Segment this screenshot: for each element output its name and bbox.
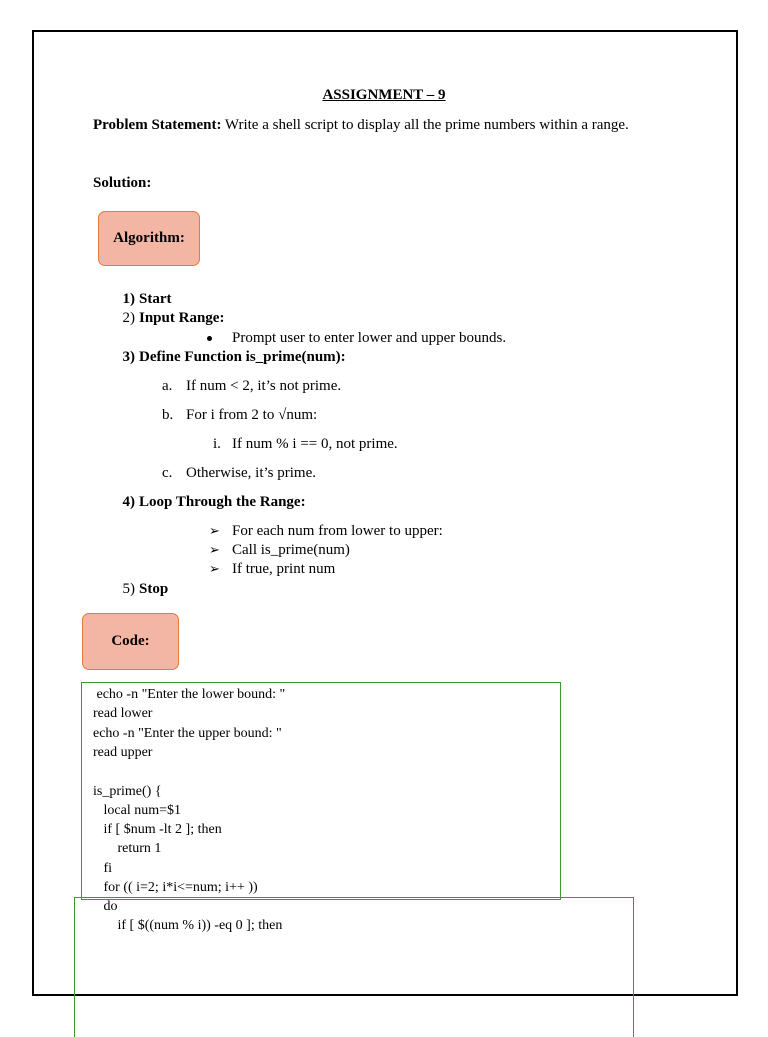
- sub-step-marker: a.: [162, 378, 173, 394]
- input-bullet-text: Prompt user to enter lower and upper bounds.: [232, 330, 507, 346]
- loop-bullet-text: For each num from lower to upper:: [232, 523, 443, 539]
- loop-bullet-text: Call is_prime(num): [232, 542, 350, 558]
- arrow-bullet-icon: ➢: [209, 562, 220, 577]
- assignment-title: ASSIGNMENT – 9: [322, 87, 446, 103]
- step-number: 5): [122, 581, 135, 597]
- step-number: 1): [122, 291, 135, 307]
- sub-step-text: For i from 2 to √num:: [186, 407, 318, 423]
- problem-text: Write a shell script to display all the prime numbers within a range.: [221, 117, 629, 133]
- step-number: 3): [122, 349, 135, 365]
- code-line: echo -n "Enter the upper bound: ": [93, 726, 282, 741]
- sub-step-marker: b.: [162, 407, 174, 423]
- bullet-dot-icon: [207, 336, 212, 341]
- code-line: return 1: [93, 841, 162, 856]
- sub-step-text: Otherwise, it’s prime.: [186, 465, 316, 481]
- code-line: echo -n "Enter the lower bound: ": [93, 687, 286, 702]
- sub-step-marker: i.: [213, 436, 221, 452]
- code-line: for (( i=2; i*i<=num; i++ )): [93, 880, 258, 895]
- step-text: Input Range:: [139, 310, 225, 326]
- code-line: if [ $((num % i)) -eq 0 ]; then: [93, 918, 283, 933]
- sub-step-text: If num < 2, it’s not prime.: [186, 378, 342, 394]
- problem-statement: [93, 117, 629, 134]
- code-label: Code:: [111, 633, 150, 649]
- code-line: read lower: [93, 706, 153, 721]
- arrow-bullet-icon: ➢: [209, 543, 220, 558]
- code-heading-box: [82, 613, 179, 670]
- code-line: is_prime() {: [93, 784, 162, 799]
- code-line: do: [93, 899, 118, 914]
- step-text: Define Function is_prime(num):: [139, 349, 346, 365]
- step-text: Stop: [139, 581, 169, 597]
- problem-label: Problem Statement:: [93, 117, 222, 133]
- code-line: if [ $num -lt 2 ]; then: [93, 822, 222, 837]
- step-text: Loop Through the Range:: [139, 494, 306, 510]
- algorithm-label: Algorithm:: [113, 230, 185, 246]
- step-text: Start: [139, 291, 172, 307]
- loop-bullet-text: If true, print num: [232, 561, 336, 577]
- sub-step-text: If num % i == 0, not prime.: [232, 436, 398, 452]
- code-line: fi: [93, 861, 113, 876]
- code-line: read upper: [93, 745, 153, 760]
- solution-label: Solution:: [93, 175, 152, 191]
- code-line: local num=$1: [93, 803, 181, 818]
- arrow-bullet-icon: ➢: [209, 524, 220, 539]
- sub-step-marker: c.: [162, 465, 173, 481]
- step-number: 4): [122, 494, 135, 510]
- step-number: 2): [122, 310, 135, 326]
- algorithm-box: [98, 211, 200, 266]
